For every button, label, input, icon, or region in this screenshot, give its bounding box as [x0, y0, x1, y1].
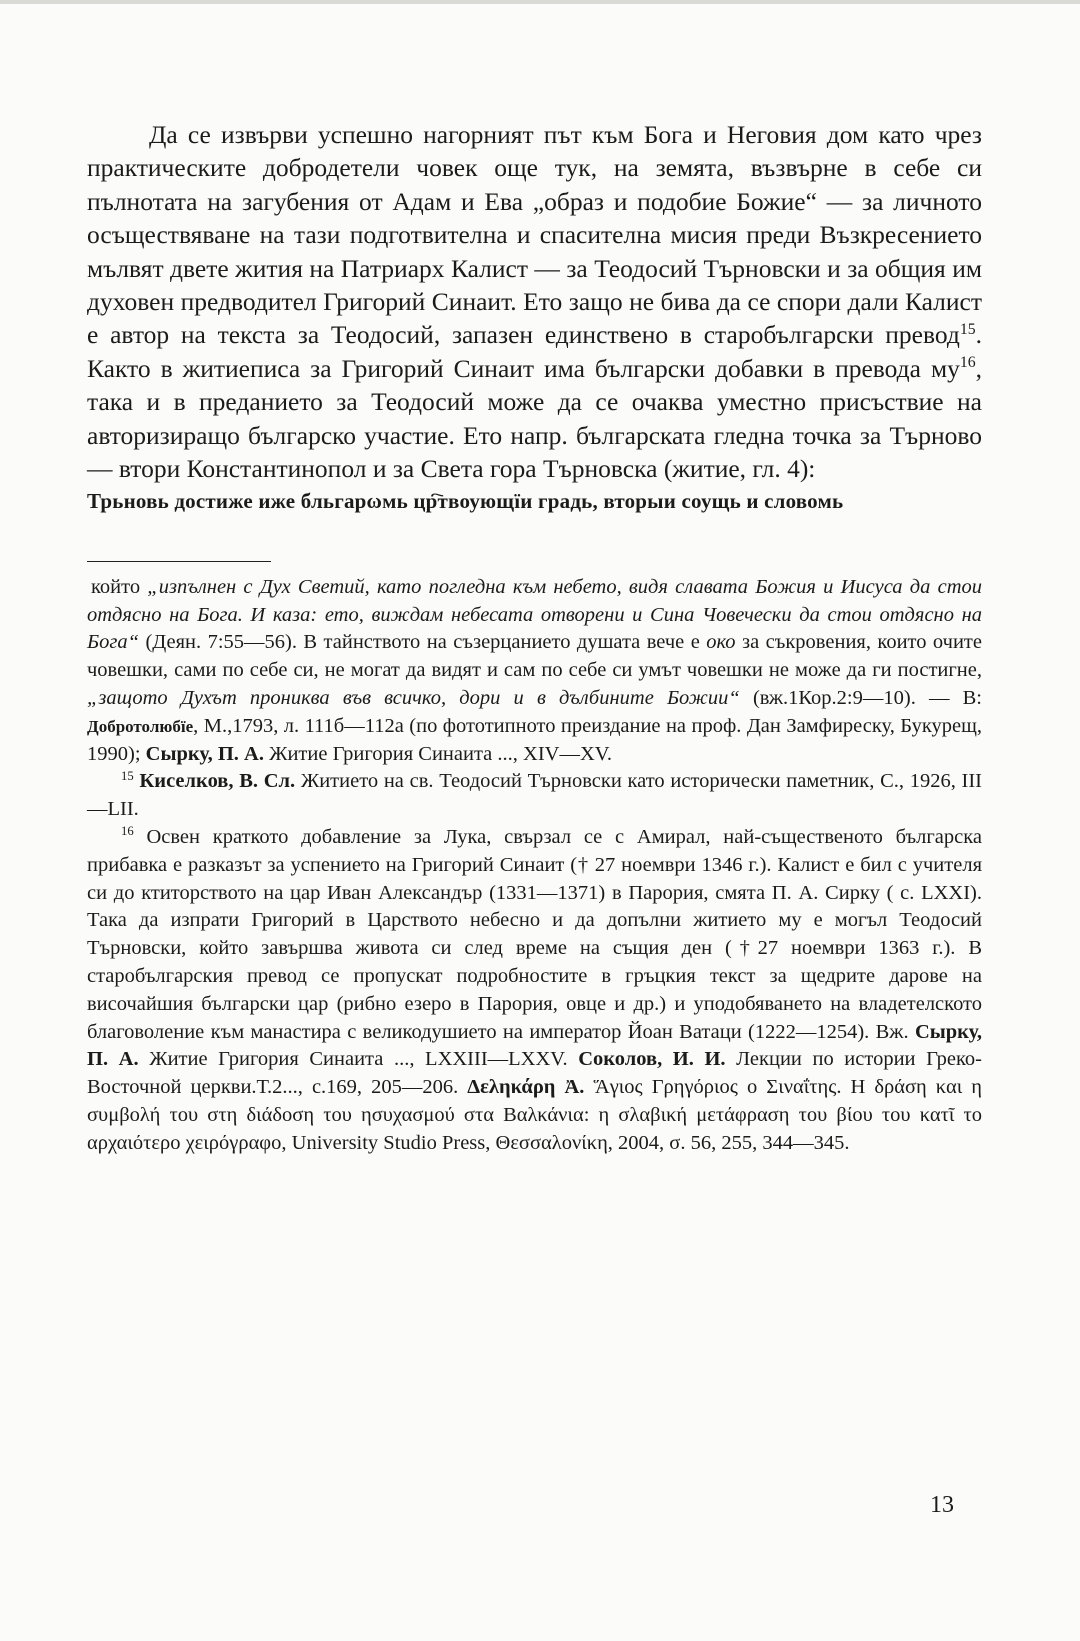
fn16-text-1: Освен краткото добавление за Лука, свързал се с Амирал, най-същественото българска прибавка е разказът за успението на Григорий Синаит († 27 ноември 1346 г.). Калист е бил с учителя си до ктиторството на цар Иван Александър (1331—1371) в Парория, смята П. А. Сирку ( с. LXXI). Така да изпрати Григорий в Царството небесно и да допълни житието му е могъл Теодосий Търновски, който завършва живота си след време на същия ден (†27 ноември 1363 г.). В старобългарския превод се пропускат подробностите в гръцкия текст за щедрите дарове на височайшия български цар (рибно езеро в Парория, овце и др.) и уподобяването на владетелското благоволение към манастира с великодушието на император Йоан Ватаци (1222—1254). Вж.: [87, 826, 982, 1043]
fn-dobrotolubie: Добротолюбїе: [87, 716, 194, 736]
main-text-part-3: , така и в преданието за Теодосий може да се очаква уместно присъствие на авторизиращо българско участие. Ето напр. българската гледна точка за Търново — втори Константинопол и за Света гора Търновска (житие, гл. 4):: [87, 353, 982, 484]
footnote-16-number: 16: [121, 824, 134, 839]
book-page: [87, 118, 982, 1158]
fn16-author-syrku: Сырку, П. А.: [87, 1020, 982, 1071]
fn-quote-acts: „изпълнен с Дух Светий, като погледна към небето, видя славата Божия и Иисуса да стои отдясно на Бога. И каза: ето, виждам небесата отворени и Сина Човечески да стои отдясно на Бога“: [87, 575, 982, 654]
fn16-text-2: Житие Григория Синаита ..., LXXIII—LXXV.: [138, 1048, 579, 1071]
fn-quote-corinthians: „защото Духът прониква във всичко, дори и в дълбините Божии“: [87, 687, 740, 710]
footnote-continuation: [87, 574, 982, 769]
footnotes: [87, 574, 982, 1158]
fn-author-syrku: Сырку, П. А.: [145, 742, 264, 765]
fn-word-oko: око: [706, 631, 736, 654]
fn-lead: който: [91, 575, 148, 598]
page-edge-line: [0, 0, 1080, 4]
fn-text-2: за съкровения, които очите човешки, сами по себе си, не могат да видят и сам по себе си умът човешки не може да ги постигне,: [87, 631, 982, 682]
main-text: [87, 118, 982, 519]
footnote-15: [87, 768, 982, 824]
main-paragraph: [87, 118, 982, 519]
main-text-part-2: . Както в житиеписа за Григорий Синаит има български добавки в превода му: [87, 320, 982, 383]
page-number: 13: [930, 1492, 954, 1518]
fn-text-4: , М.,1793, л. 111б—112а (по фототипното преиздание на проф. Дан Замфиреску, Букурещ, 1990);: [87, 714, 982, 765]
footnote-separator: [87, 561, 271, 562]
footnote-15-number: 15: [121, 768, 134, 783]
fn16-text-3: Лекции по истории Греко-Восточной церкви.Т.2..., с.169, 205—206.: [87, 1048, 983, 1099]
fn-text-5: Житие Григория Синаита ..., XIV—XV.: [263, 742, 613, 765]
fn15-text: Житието на св. Теодосий Търновски като исторически паметник, С., 1926, III—LII.: [87, 770, 982, 821]
fn16-author-delikari: Δεληκάρη Ἀ.: [467, 1076, 585, 1099]
footnote-ref-16: 16: [959, 354, 976, 372]
main-text-part-1: Да се извърви успешно нагорният път към Бога и Неговия дом като чрез практическите добродетели човек още тук, на земята, възвърне в себе си пълнотата на загубения от Адам и Ева „образ и подобие Божие“ — за личното осъществяване на тази подготвителна и спасителна мисия преди Възкресението мълвят двете жития на Патриарх Калист — за Теодосий Търновски и за общия им духовен предводител Григорий Синаит. Ето защо не бива да се спори дали Калист е автор на текста за Теодосий, запазен единствено в старобългарски превод: [87, 120, 982, 350]
old-slavonic-quote: Трьновь достиже иже бльгарωмь цр҇твоующїи градь, вторыи соущь и словомь: [87, 489, 844, 514]
fn-text-3: (вж.1Кор.2:9—10). — В:: [739, 687, 983, 710]
footnote-16: [87, 824, 982, 1158]
fn15-author: Киселков, В. Сл.: [139, 770, 296, 793]
fn-text-1: (Деян. 7:55—56). В тайнството на съзерцанието душата вече е: [139, 631, 707, 654]
fn16-author-sokolov: Соколов, И. И.: [578, 1048, 726, 1071]
footnote-ref-15: 15: [959, 320, 976, 338]
fn16-text-4: Ἅγιος Γρηγόριος ο Σιναΐτης. Η δράση και η συμβολή του στη διάδοση του ησυχασμού στα Βαλκάνια: η σλαβική μετάφραση του βίου του κατῖ το αρχαιότερο χειρόγραφο, University Studio Press, Θεσσαλονίκη, 2004, σ. 56, 255, 344—345.: [87, 1076, 982, 1154]
